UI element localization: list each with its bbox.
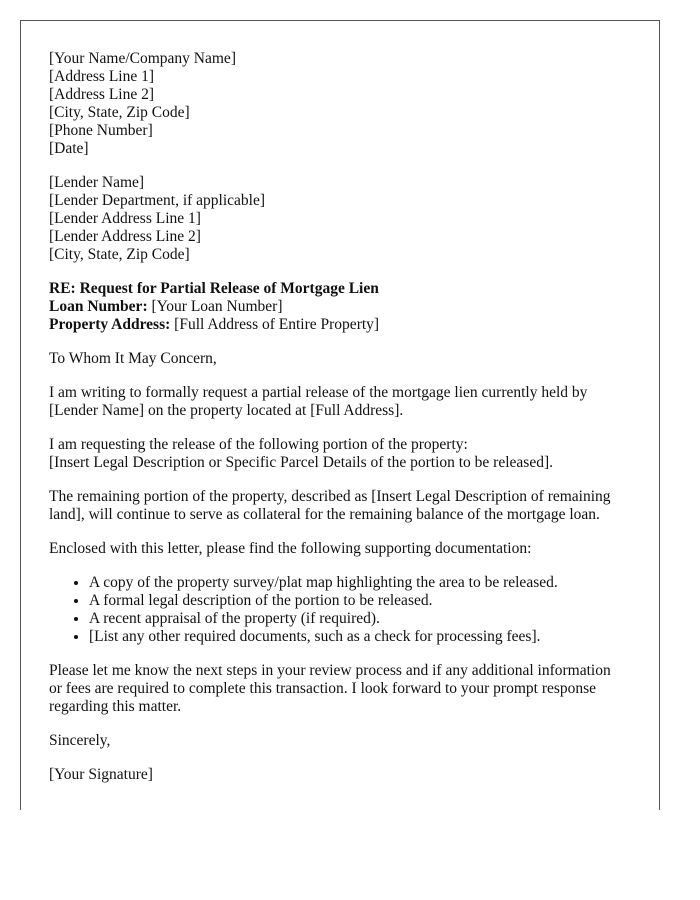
paragraph-next-steps-line-3: regarding this matter. <box>49 698 182 715</box>
salutation: To Whom It May Concern, <box>49 350 217 367</box>
loan-number-label: Loan Number: <box>49 298 148 315</box>
lender-block <box>49 174 634 264</box>
sender-phone: [Phone Number] <box>49 122 153 139</box>
paragraph-request <box>49 384 634 420</box>
reference-block <box>49 280 634 334</box>
paragraph-request-line-2: [Lender Name] on the property located at [Full Address]. <box>49 402 404 419</box>
paragraph-remaining <box>49 488 634 524</box>
loan-number-line <box>49 298 634 316</box>
letter-page <box>20 20 660 810</box>
lender-city-state-zip: [City, State, Zip Code] <box>49 246 190 263</box>
letter-date: [Date] <box>49 140 89 157</box>
lender-address-line-2: [Lender Address Line 2] <box>49 228 201 245</box>
signature: [Your Signature] <box>49 766 153 783</box>
subject-text: RE: Request for Partial Release of Mortgage Lien <box>49 280 379 297</box>
list-item: • A recent appraisal of the property (if required). <box>89 610 634 628</box>
subject-line <box>49 280 634 298</box>
lender-address-line-1: [Lender Address Line 1] <box>49 210 201 227</box>
list-item: • [List any other required documents, such as a check for processing fees]. <box>89 628 634 646</box>
paragraph-request-line-1: I am writing to formally request a partial release of the mortgage lien currently held by <box>49 384 588 401</box>
paragraph-portion <box>49 436 634 472</box>
paragraph-next-steps-line-1: Please let me know the next steps in your review process and if any additional information <box>49 662 611 679</box>
sender-address-line-2: [Address Line 2] <box>49 86 155 103</box>
lender-name: [Lender Name] <box>49 174 145 191</box>
closing: Sincerely, <box>49 732 111 749</box>
sender-city-state-zip: [City, State, Zip Code] <box>49 104 190 121</box>
sender-address-line-1: [Address Line 1] <box>49 68 155 85</box>
sender-block <box>49 50 634 158</box>
loan-number-value: [Your Loan Number] <box>147 298 283 315</box>
lender-department: [Lender Department, if applicable] <box>49 192 266 209</box>
enclosure-list <box>49 574 634 646</box>
letter-content <box>49 50 634 800</box>
sender-name: [Your Name/Company Name] <box>49 50 236 67</box>
property-address-label: Property Address: <box>49 316 171 333</box>
paragraph-remaining-line-1: The remaining portion of the property, described as [Insert Legal Description of remaining <box>49 488 611 505</box>
paragraph-enclosed: Enclosed with this letter, please find the following supporting documentation: <box>49 540 532 557</box>
property-address-value: [Full Address of Entire Property] <box>170 316 380 333</box>
paragraph-remaining-line-2: land], will continue to serve as collateral for the remaining balance of the mortgage loan. <box>49 506 600 523</box>
paragraph-next-steps-line-2: or fees are required to complete this transaction. I look forward to your prompt response <box>49 680 597 697</box>
list-item: • A formal legal description of the portion to be released. <box>89 592 634 610</box>
list-item: • A copy of the property survey/plat map highlighting the area to be released. <box>89 574 634 592</box>
paragraph-portion-line-2: [Insert Legal Description or Specific Parcel Details of the portion to be released]. <box>49 454 553 471</box>
paragraph-next-steps <box>49 662 634 716</box>
paragraph-portion-line-1: I am requesting the release of the following portion of the property: <box>49 436 468 453</box>
property-address-line <box>49 316 634 334</box>
